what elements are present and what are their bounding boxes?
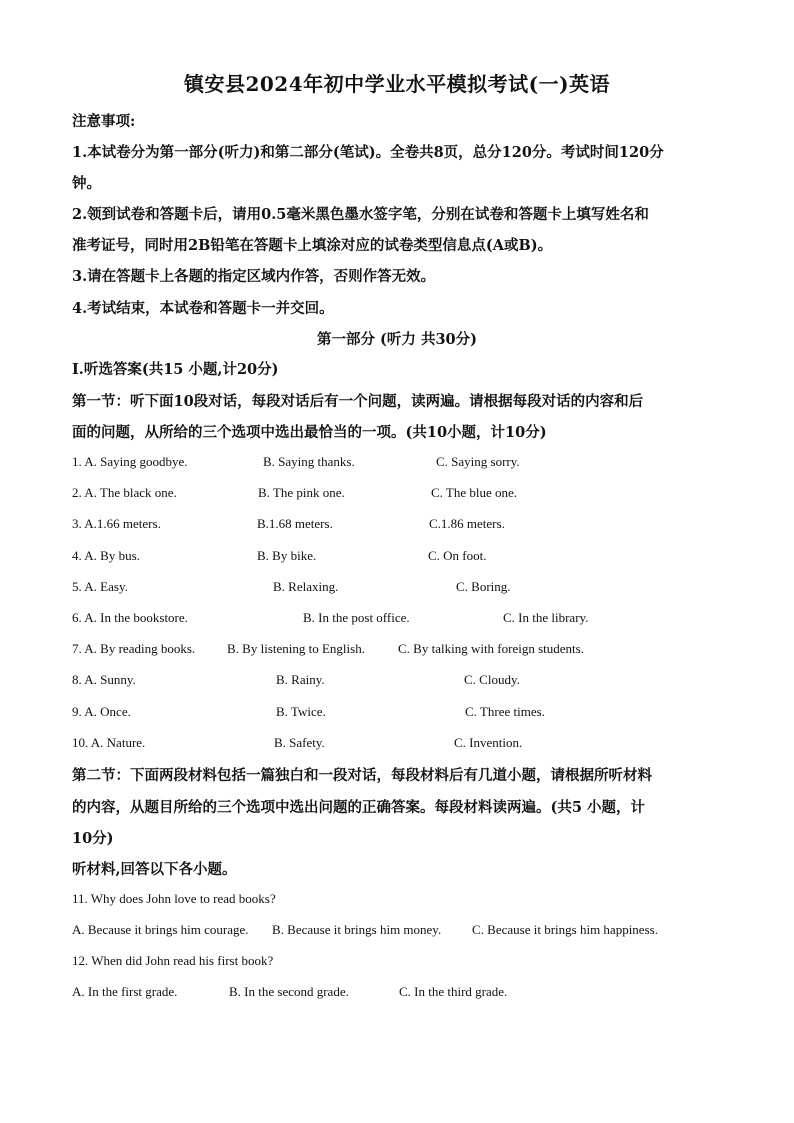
q12-option-a: A. In the first grade. — [72, 984, 178, 999]
part1-title: 第一部分 (听力 共30分) — [317, 331, 477, 348]
q1-option-b: B. Saying thanks. — [263, 454, 355, 469]
q3-option-b: B.1.68 meters. — [257, 516, 333, 531]
q11-stem: 11. Why does John love to read books? — [72, 891, 276, 906]
section2-instructions-c: 10分) — [72, 830, 114, 847]
q3-option-c: C.1.86 meters. — [429, 516, 505, 531]
q5-option-a: 5. A. Easy. — [72, 579, 128, 594]
section2-instructions-b: 的内容，从题目所给的三个选项中选出问题的正确答案。每段材料读两遍。(共5 小题，计 — [72, 799, 645, 816]
q8-option-a: 8. A. Sunny. — [72, 672, 136, 687]
q11-option-a: A. Because it brings him courage. — [72, 922, 249, 937]
q6-option-a: 6. A. In the bookstore. — [72, 610, 188, 625]
section1-instructions-b: 面的问题，从所给的三个选项中选出最恰当的一项。(共10小题，计10分) — [72, 424, 547, 441]
q5-option-c: C. Boring. — [456, 579, 511, 594]
q8-option-b: B. Rainy. — [276, 672, 325, 687]
notice-item-1b: 钟。 — [72, 175, 101, 192]
q9-option-a: 9. A. Once. — [72, 704, 131, 719]
page-title: 镇安县2024年初中学业水平模拟考试(一)英语 — [183, 72, 611, 96]
q8-option-c: C. Cloudy. — [464, 672, 520, 687]
q11-option-c: C. Because it brings him happiness. — [472, 922, 658, 937]
notice-item-3: 3.请在答题卡上各题的指定区域内作答，否则作答无效。 — [72, 268, 436, 285]
q2-option-a: 2. A. The black one. — [72, 485, 177, 500]
q3-option-a: 3. A.1.66 meters. — [72, 516, 161, 531]
q6-option-b: B. In the post office. — [303, 610, 410, 625]
q10-option-b: B. Safety. — [274, 735, 325, 750]
q2-option-b: B. The pink one. — [258, 485, 345, 500]
notice-item-2a: 2.领到试卷和答题卡后，请用0.5毫米黑色墨水签字笔，分别在试卷和答题卡上填写姓名和 — [72, 206, 649, 223]
q6-option-c: C. In the library. — [503, 610, 589, 625]
section-I-heading: Ⅰ.听选答案(共15 小题,计20分) — [72, 361, 279, 378]
section1-instructions-a: 第一节：听下面10段对话，每段对话后有一个问题，读两遍。请根据每段对话的内容和后 — [72, 393, 644, 410]
q11-option-b: B. Because it brings him money. — [272, 922, 442, 937]
q10-option-a: 10. A. Nature. — [72, 735, 146, 750]
section2-instructions-a: 第二节：下面两段材料包括一篇独白和一段对话，每段材料后有几道小题，请根据所听材料 — [72, 767, 652, 784]
q4-option-b: B. By bike. — [257, 548, 317, 563]
q4-option-a: 4. A. By bus. — [72, 548, 140, 563]
listen-intro: 听材料,回答以下各小题。 — [72, 861, 237, 878]
q4-option-c: C. On foot. — [428, 548, 487, 563]
q7-option-a: 7. A. By reading books. — [72, 641, 196, 656]
q7-option-b: B. By listening to English. — [227, 641, 365, 656]
q12-option-c: C. In the third grade. — [399, 984, 508, 999]
q1-option-a: 1. A. Saying goodbye. — [72, 454, 188, 469]
q12-stem: 12. When did John read his first book? — [72, 953, 274, 968]
notice-item-2b: 准考证号，同时用2B铅笔在答题卡上填涂对应的试卷类型信息点(A或B)。 — [72, 237, 553, 254]
q9-option-c: C. Three times. — [465, 704, 545, 719]
q7-option-c: C. By talking with foreign students. — [398, 641, 584, 656]
notice-item-1a: 1.本试卷分为第一部分(听力)和第二部分(笔试)。全卷共8页，总分120分。考试时间120分 — [72, 144, 664, 161]
q2-option-c: C. The blue one. — [431, 485, 518, 500]
q10-option-c: C. Invention. — [454, 735, 523, 750]
q12-option-b: B. In the second grade. — [229, 984, 349, 999]
q9-option-b: B. Twice. — [276, 704, 326, 719]
notice-item-4: 4.考试结束，本试卷和答题卡一并交回。 — [72, 300, 334, 317]
notice-heading: 注意事项: — [72, 113, 136, 130]
q5-option-b: B. Relaxing. — [273, 579, 339, 594]
q1-option-c: C. Saying sorry. — [436, 454, 520, 469]
